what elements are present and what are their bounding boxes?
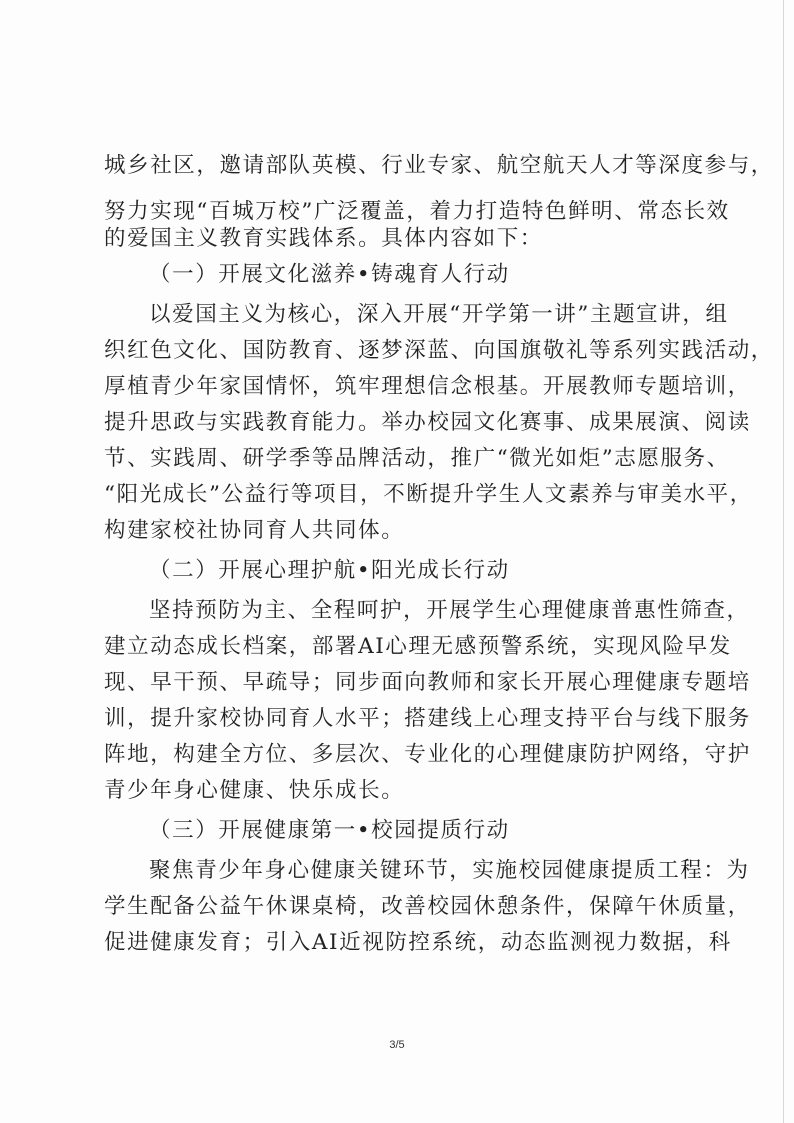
paragraph-line: 努力实现“百城万校”广泛覆盖，着力打造特色鲜明、常态长效	[104, 199, 730, 224]
section-heading-1: （一）开展文化滋养•铸魂育人行动	[149, 262, 510, 287]
paragraph-line: 厚植青少年家国情怀，筑牢理想信念根基。开展教师专题培训，	[104, 374, 751, 399]
paragraph-line: 建立动态成长档案，部署AI心理无感预警系统，实现风险早发	[104, 634, 732, 659]
paragraph-line: 城乡社区，邀请部队英模、行业专家、航空航天人才等深度参与，	[104, 153, 774, 178]
paragraph-line: 青少年身心健康、快乐成长。	[104, 778, 405, 803]
section-heading-3: （三）开展健康第一•校园提质行动	[149, 818, 510, 843]
paragraph-line: 现、早干预、早疏导；同步面向教师和家长开展心理健康专题培	[104, 670, 751, 695]
paragraph-line: 聚焦青少年身心健康关键环节，实施校园健康提质工程：为	[149, 858, 750, 883]
paragraph-line: 构建家校社协同育人共同体。	[104, 518, 405, 543]
page-number: 3/5	[389, 1039, 405, 1051]
paragraph-line: 的爱国主义教育实践体系。具体内容如下：	[104, 226, 543, 251]
paragraph-line: 坚持预防为主、全程呵护，开展学生心理健康普惠性筛查，	[149, 598, 750, 623]
paragraph-line: 促进健康发育；引入AI近视防控系统，动态监测视力数据，科	[104, 930, 732, 955]
section-heading-2: （二）开展心理护航•阳光成长行动	[149, 558, 510, 583]
paragraph-line: 织红色文化、国防教育、逐梦深蓝、向国旗敬礼等系列实践活动，	[104, 338, 774, 363]
paragraph-line: 阵地，构建全方位、多层次、专业化的心理健康防护网络，守护	[104, 742, 751, 767]
paragraph-line: “阳光成长”公益行等项目，不断提升学生人文素养与审美水平，	[104, 482, 753, 507]
paragraph-line: 以爱国主义为核心，深入开展“开学第一讲”主题宣讲，组	[149, 302, 729, 327]
paragraph-line: 提升思政与实践教育能力。举办校园文化赛事、成果展演、阅读	[104, 410, 751, 435]
paragraph-line: 节、实践周、研学季等品牌活动，推广“微光如炬”志愿服务、	[104, 446, 730, 471]
paragraph-line: 训，提升家校协同育人水平；搭建线上心理支持平台与线下服务	[104, 706, 751, 731]
paragraph-line: 学生配备公益午休课桌椅，改善校园休憩条件，保障午休质量，	[104, 894, 751, 919]
